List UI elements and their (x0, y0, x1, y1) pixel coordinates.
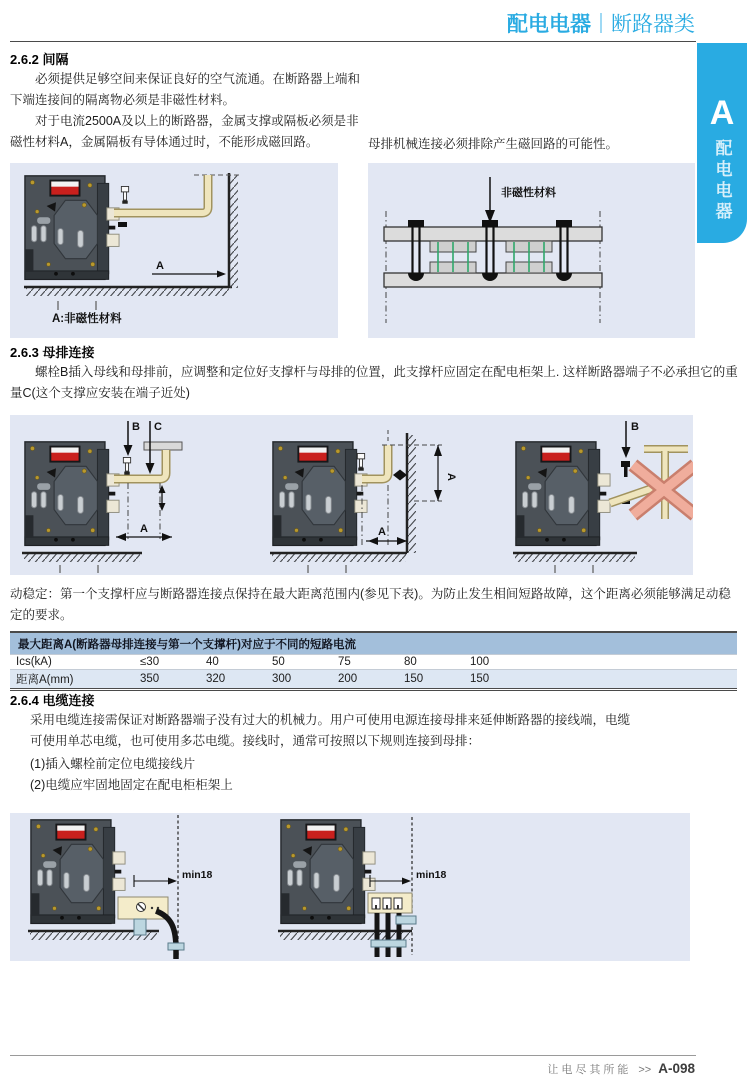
paragraph-263: 螺栓B插入母线和母排前，应调整和定位好支撑杆与母排的位置，此支撑杆应固定在配电柜架上. 这样断路器端子不必承担它的重量C(这个支撑应安装在端子近处) (10, 365, 738, 400)
paragraph-262 (10, 69, 362, 153)
dim-label-min18: min18 (182, 869, 213, 881)
table-row: 距离A(mm) 350 320 300 200 150 150 (10, 670, 737, 689)
breaker-illustration (31, 820, 125, 924)
row-label: 距离A(mm) (10, 670, 134, 689)
figure-cable-connection (10, 813, 690, 961)
paragraph-262-p2: 对于电流2500A及以上的断路器，金属支撑或隔板必须是非磁性材料A，金属隔板有导体通过时，不能形成磁回路。 (10, 114, 359, 149)
footer-arrows: >> (638, 1064, 652, 1076)
breaker-illustration (25, 442, 119, 546)
footer-rule (10, 1055, 696, 1056)
cable-clamp (134, 919, 146, 935)
max-distance-table (10, 631, 737, 691)
figure-busbar-support (10, 415, 693, 575)
spacer-blocks (430, 241, 552, 273)
note-262: 母排机械连接必须排除产生磁回路的可能性。 (368, 137, 619, 151)
breaker-illustration (273, 442, 367, 546)
list-item-2: (2)电缆应牢固地固定在配电柜柜架上 (30, 778, 233, 792)
dim-label-a: A (378, 526, 386, 538)
page-footer (547, 1061, 695, 1077)
figure1-caption: A:非磁性材料 (52, 313, 122, 325)
figure-nonmagnetic-wall (10, 163, 338, 338)
header-divider (600, 13, 602, 33)
tab-letter: A (709, 94, 735, 132)
dim-label-c: C (154, 421, 162, 433)
row-label: Ics(kA) (10, 655, 134, 670)
list-item-1: (1)插入螺栓前定位电缆接线片 (30, 757, 196, 771)
heading-264: 2.6.4 电缆连接 (10, 693, 95, 708)
busbar (114, 175, 208, 213)
section-index-tab[interactable] (697, 43, 747, 243)
dim-label-a: A (156, 260, 164, 272)
bolt-icon (123, 457, 130, 474)
paragraph-264: 采用电缆连接需保证对断路器端子没有过大的机械力。用户可使用电源连接母排来延伸断路器的接线端，电缆可使用单芯电缆，也可使用多芯电缆。接线时，通常可按照以下规则连接到母排： (30, 713, 631, 748)
dim-label-b: B (132, 421, 140, 433)
header-rule (10, 41, 696, 42)
breaker-illustration (25, 176, 119, 280)
breaker-illustration (281, 820, 375, 924)
dim-label-a: A (140, 523, 148, 535)
tab-label: 配电电器 (712, 139, 732, 223)
page-number: A-098 (658, 1061, 695, 1076)
heading-263: 2.6.3 母排连接 (10, 345, 95, 360)
dim-label-a: A (445, 473, 457, 481)
bolt-icon (357, 453, 364, 470)
cable-clamp (396, 916, 416, 924)
cable-clamp (371, 940, 406, 947)
dim-label-min18: min18 (416, 869, 447, 881)
table-row: Ics(kA) ≤30 40 50 75 80 100 (10, 655, 737, 670)
table-title: 最大距离A(断路器母排连接与第一个支撑杆)对应于不同的短路电流 (10, 633, 737, 654)
dim-label-b: B (631, 421, 639, 433)
header-title-primary: 配电电器 (507, 13, 591, 36)
page-header (507, 8, 695, 38)
cable-clamp (168, 943, 184, 950)
footer-slogan: 让电尽其所能 (547, 1064, 632, 1076)
paragraph-262-p1: 必须提供足够空间来保证良好的空气流通。在断路器上端和下端连接间的隔离物必须是非磁性材料。 (10, 72, 361, 107)
bolt-icon (121, 186, 128, 203)
heading-262: 2.6.2 间隔 (10, 52, 69, 67)
paragraph-dynamic-stability: 动稳定：第一个支撑杆应与断路器连接点保持在最大距离范围内(参见下表)。为防止发生相间短路故障，这个距离必须能够满足动稳定的要求。 (10, 587, 731, 622)
breaker-illustration (516, 442, 610, 546)
figure-busbar-link (368, 163, 695, 338)
header-title-secondary: 断路器类 (611, 13, 695, 36)
figure2-label: 非磁性材料 (501, 187, 556, 199)
